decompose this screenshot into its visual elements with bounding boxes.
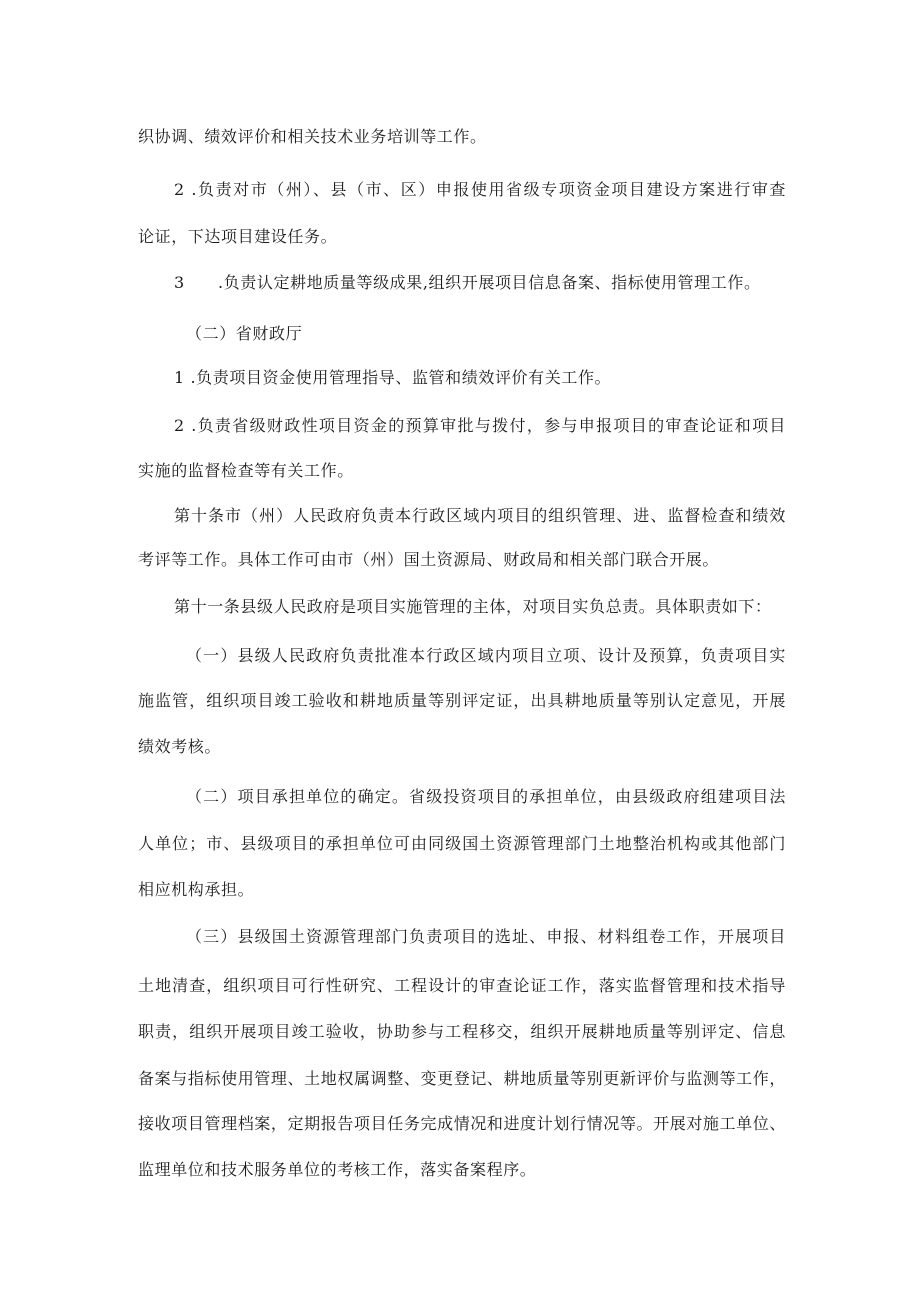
text-line: 2 .负责对市（州）、县（市、区）申报使用省级专项资金项目建设方案进行审查 bbox=[174, 180, 786, 199]
text-line: 1 .负责项目资金使用管理指导、监管和绩效评价有关工作。 bbox=[174, 368, 612, 387]
text-line: 人单位；市、县级项目的承担单位可由同级国土资源管理部门土地整治机构或其他部门 bbox=[138, 834, 786, 853]
text-line: 论证，下达项目建设任务。 bbox=[138, 227, 338, 246]
text-line: 实施的监督检查等有关工作。 bbox=[138, 461, 354, 480]
text-line: 第十一条县级人民政府是项目实施管理的主体，对项目实负总责。具体职责如下： bbox=[174, 597, 772, 616]
text-line: 织协调、绩效评价和相关技术业务培训等工作。 bbox=[138, 127, 487, 146]
text-line: （一）县级人民政府负责批准本行政区域内项目立项、设计及预算，负责项目实 bbox=[186, 646, 786, 665]
text-line: 备案与指标使用管理、土地权属调整、变更登记、耕地质量等别更新评价与监测等工作， bbox=[138, 1069, 786, 1088]
text-line: （三）县级国土资源管理部门负责项目的选址、申报、材料组卷工作，开展项目 bbox=[186, 927, 786, 946]
text-line: 第十条市（州）人民政府负责本行政区域内项目的组织管理、进、监督检查和绩效 bbox=[174, 506, 786, 525]
text-line: 土地清查，组织项目可行性研究、工程设计的审查论证工作，落实监督管理和技术指导 bbox=[138, 976, 786, 995]
text-line: 监理单位和技术服务单位的考核工作，落实备案程序。 bbox=[138, 1160, 537, 1179]
text-line: 2 .负责省级财政性项目资金的预算审批与拨付，参与申报项目的审查论证和项目 bbox=[174, 416, 786, 435]
text-line: 绩效考核。 bbox=[138, 737, 222, 756]
text-line: 3 .负责认定耕地质量等级成果,组织开展项目信息备案、指标使用管理工作。 bbox=[174, 273, 761, 292]
text-line: 职责，组织开展项目竣工验收，协助参与工程移交，组织开展耕地质量等别评定、信息 bbox=[138, 1022, 786, 1041]
section-heading: （二）省财政厅 bbox=[186, 324, 303, 343]
text-line: 考评等工作。具体工作可由市（州）国土资源局、财政局和相关部门联合开展。 bbox=[138, 550, 720, 569]
text-line: 相应机构承担。 bbox=[138, 880, 255, 899]
text-line: 施监管，组织项目竣工验收和耕地质量等别评定证，出具耕地质量等别认定意见，开展 bbox=[138, 691, 786, 710]
text-line: （二）项目承担单位的确定。省级投资项目的承担单位，由县级政府组建项目法 bbox=[186, 787, 786, 806]
text-line: 接收项目管理档案，定期报告项目任务完成情况和进度计划行情况等。开展对施工单位、 bbox=[138, 1114, 786, 1133]
